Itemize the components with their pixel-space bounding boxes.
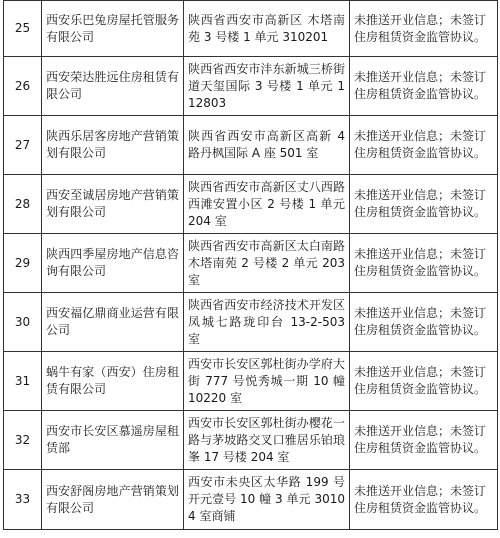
table-row <box>4 411 498 470</box>
row-number: 30 <box>4 293 42 352</box>
company-name: 蜗牛有家（西安）住房租赁有限公司 <box>42 352 184 411</box>
row-number: 33 <box>4 470 42 530</box>
table-body <box>4 1 498 530</box>
violation-note: 未推送开业信息；未签订住房租赁资金监管协议。 <box>350 234 498 293</box>
row-number: 29 <box>4 234 42 293</box>
row-number: 25 <box>4 1 42 57</box>
company-name: 西安乐巴兔房屋托管服务有限公司 <box>42 1 184 57</box>
table-row <box>4 293 498 352</box>
table-row <box>4 175 498 234</box>
company-name: 西安舒阁房地产营销策划有限公司 <box>42 470 184 530</box>
company-address: 西安市长安区郭杜街办学府大街 777 号悦秀城一期 10 幢 10220 室 <box>184 352 350 411</box>
company-address: 陕西省西安市高新区 木塔南苑 3 号楼 1 单元 310201 <box>184 1 350 57</box>
company-address: 陕西省西安市经济技术开发区凤城七路珑印台 13-2-503 室 <box>184 293 350 352</box>
violation-note: 未推送开业信息；未签订住房租赁资金监管协议。 <box>350 57 498 116</box>
violation-note: 未推送开业信息；未签订住房租赁资金监管协议。 <box>350 411 498 470</box>
row-number: 27 <box>4 116 42 175</box>
row-number: 28 <box>4 175 42 234</box>
violation-note: 未推送开业信息；未签订住房租赁资金监管协议。 <box>350 352 498 411</box>
table-row <box>4 57 498 116</box>
row-number: 31 <box>4 352 42 411</box>
table-row <box>4 234 498 293</box>
company-name: 西安至诚居房地产营销策划有限公司 <box>42 175 184 234</box>
company-name: 西安福亿鼎商业运营有限公司 <box>42 293 184 352</box>
company-address: 陕西省西安市高新区高新 4 路丹枫国际 A 座 501 室 <box>184 116 350 175</box>
enterprise-list-table <box>3 0 498 530</box>
company-address: 西安市长安区郭杜街办樱花一路与茅坡路交叉口雅居乐铂琅峯 17 号楼 204 室 <box>184 411 350 470</box>
table-row <box>4 1 498 57</box>
company-address: 陕西省西安市高新区太白南路木塔南苑 2 号楼 2 单元 203 室 <box>184 234 350 293</box>
company-name: 西安市长安区慕遥房屋租赁部 <box>42 411 184 470</box>
company-address: 陕西省西安市高新区丈八西路西滩安置小区 2 号楼 1 单元 204 室 <box>184 175 350 234</box>
row-number: 26 <box>4 57 42 116</box>
table-row <box>4 116 498 175</box>
violation-note: 未推送开业信息；未签订住房租赁资金监管协议。 <box>350 470 498 530</box>
company-name: 陕西四季屋房地产信息咨询有限公司 <box>42 234 184 293</box>
violation-note: 未推送开业信息；未签订住房租赁资金监管协议。 <box>350 1 498 57</box>
violation-note: 未推送开业信息；未签订住房租赁资金监管协议。 <box>350 116 498 175</box>
table-row <box>4 470 498 530</box>
company-name: 西安荣达胜远住房租赁有限公司 <box>42 57 184 116</box>
violation-note: 未推送开业信息；未签订住房租赁资金监管协议。 <box>350 293 498 352</box>
table-row <box>4 352 498 411</box>
company-address: 西安市未央区太华路 199 号开元壹号 10 幢 3 单元 30104 室商铺 <box>184 470 350 530</box>
company-name: 陕西乐居客房地产营销策划有限公司 <box>42 116 184 175</box>
violation-note: 未推送开业信息；未签订住房租赁资金监管协议。 <box>350 175 498 234</box>
company-address: 陕西省西安市沣东新城三桥街道天玺国际 3 号楼 1 单元 112803 <box>184 57 350 116</box>
row-number: 32 <box>4 411 42 470</box>
